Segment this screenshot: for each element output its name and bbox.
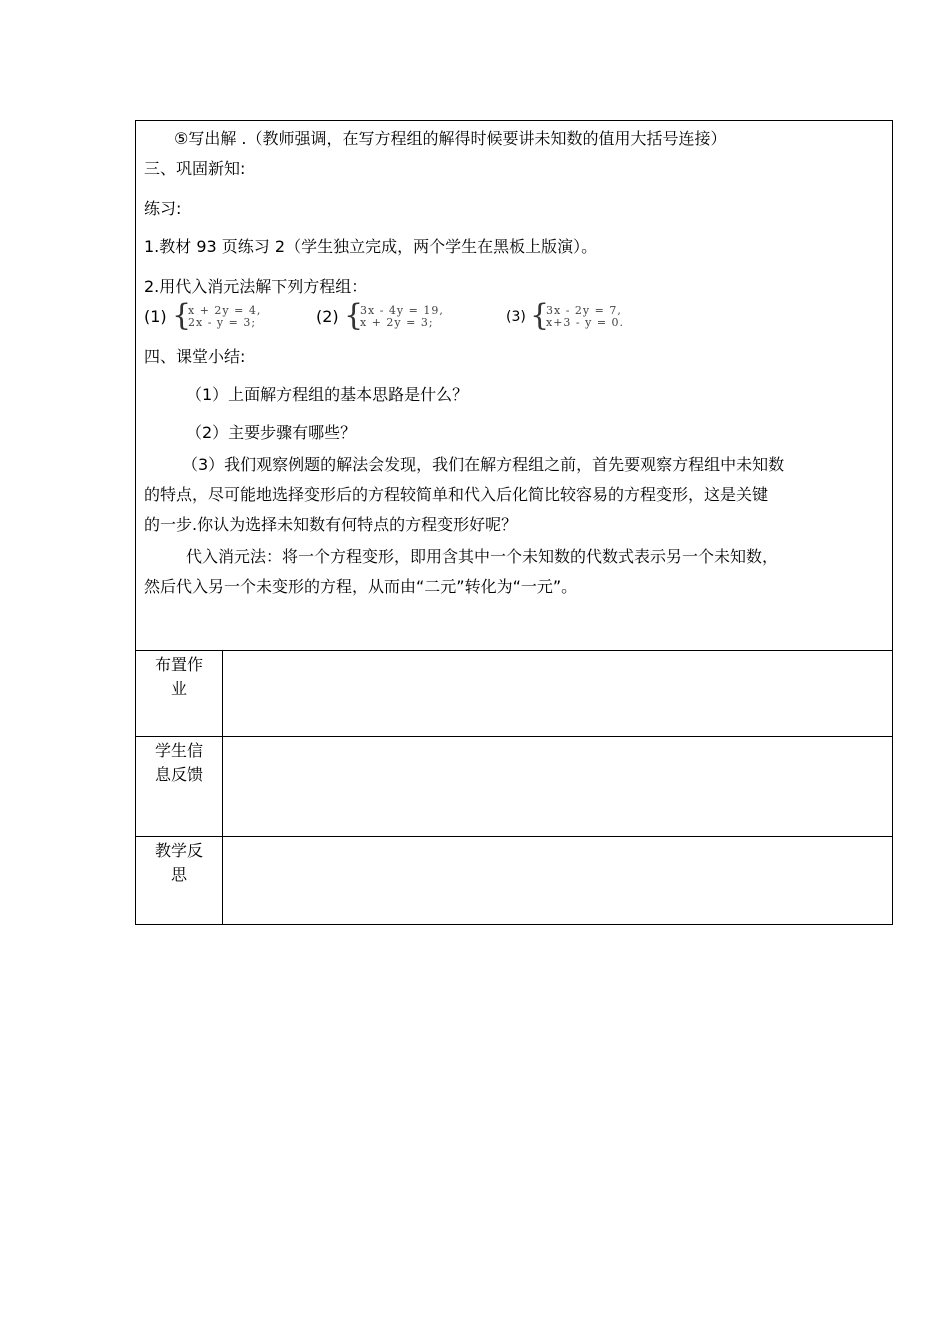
exercise2-text: 2.用代入消元法解下列方程组： xyxy=(144,277,368,296)
brace-icon: { xyxy=(344,298,364,333)
equations: 3x - 4y = 19, x + 2y = 3; xyxy=(360,304,444,329)
equations: 3x - 2y = 7, x+3 - y = 0. xyxy=(546,304,625,329)
reflection-label: 教学反 思 xyxy=(136,837,223,924)
practice-label: 练习: xyxy=(144,199,182,218)
question2: （2）主要步骤有哪些？ xyxy=(186,423,357,442)
feedback-row xyxy=(136,737,892,837)
section3-title: 三、巩固新知: xyxy=(144,159,246,178)
question3-line1: （3）我们观察例题的解法会发现，我们在解方程组之前，首先要观察方程组中未知数 xyxy=(182,455,785,474)
lesson-content-cell xyxy=(136,121,892,651)
homework-content xyxy=(223,651,892,736)
exercise1-text: 1.教材 93 页练习 2（学生独立完成，两个学生在黑板上版演）。 xyxy=(144,237,598,256)
section4-title: 四、课堂小结: xyxy=(144,347,246,366)
summary-line2: 然后代入另一个未变形的方程，从而由“二元”转化为“一元”。 xyxy=(144,577,578,596)
brace-icon: { xyxy=(172,298,192,333)
step5-text: ⑤写出解 .（教师强调，在写方程组的解得时候要讲未知数的值用大括号连接） xyxy=(174,129,727,148)
homework-row xyxy=(136,651,892,737)
system-label: (2) xyxy=(316,307,339,326)
question3-line2: 的特点，尽可能地选择变形后的方程较简单和代入后化简比较容易的方程变形，这是关键 xyxy=(144,485,769,504)
reflection-row xyxy=(136,837,892,924)
homework-label: 布置作 业 xyxy=(136,651,223,736)
reflection-content xyxy=(223,837,892,924)
system-label: (3) xyxy=(506,309,526,325)
feedback-label: 学生信 息反馈 xyxy=(136,737,223,836)
feedback-content xyxy=(223,737,892,836)
system-label: (1) xyxy=(144,307,167,326)
equations: x + 2y = 4, 2x - y = 3; xyxy=(188,304,262,329)
lesson-table xyxy=(135,120,893,925)
summary-line1: 代入消元法：将一个方程变形，即用含其中一个未知数的代数式表示另一个未知数， xyxy=(186,547,779,566)
question3-line3: 的一步.你认为选择未知数有何特点的方程变形好呢？ xyxy=(144,515,518,534)
question1: （1）上面解方程组的基本思路是什么？ xyxy=(186,385,469,404)
brace-icon: { xyxy=(530,298,550,333)
